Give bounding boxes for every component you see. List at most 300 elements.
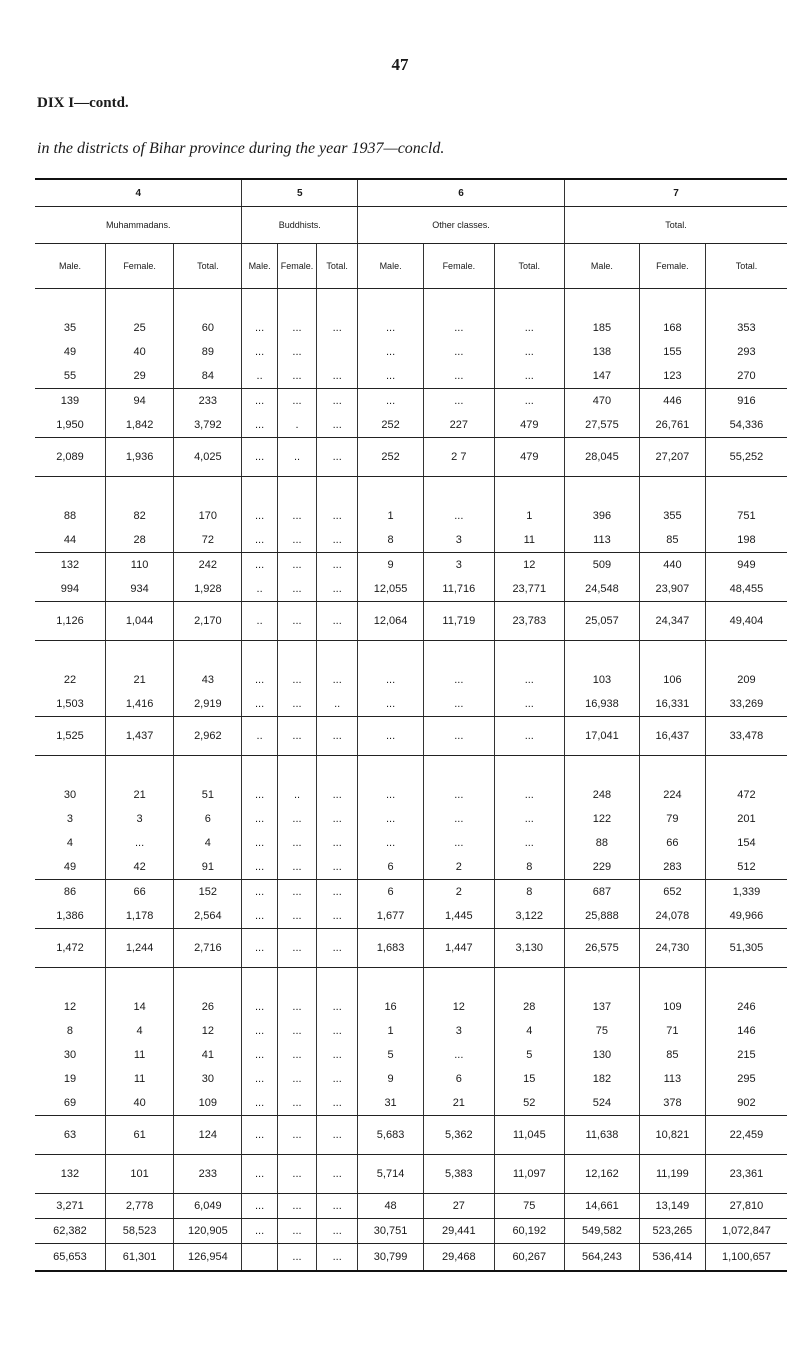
table-cell: 16,331 [639, 692, 705, 717]
spacer-cell [705, 477, 787, 505]
spacer-cell [277, 477, 317, 505]
table-cell: 1,472 [35, 929, 105, 968]
table-cell: 1,339 [705, 880, 787, 905]
table-cell: 52 [494, 1091, 564, 1116]
table-cell: ... [277, 929, 317, 968]
table-cell: 60 [174, 316, 242, 340]
spacer-cell [174, 756, 242, 784]
table-cell: ... [277, 855, 317, 880]
table-cell: 10,821 [639, 1116, 705, 1155]
table-cell: 934 [105, 577, 173, 602]
table-cell: ... [317, 831, 358, 855]
spacer-cell [174, 641, 242, 669]
table-cell: ... [242, 389, 277, 414]
spacer-cell [639, 756, 705, 784]
table-cell: 30,751 [358, 1219, 424, 1244]
table-cell: ... [105, 831, 173, 855]
spacer-cell [277, 756, 317, 784]
table-cell: 902 [705, 1091, 787, 1116]
table-cell: 91 [174, 855, 242, 880]
table-cell: ... [424, 340, 494, 364]
table-cell: 11 [105, 1043, 173, 1067]
group-header-muhammadans: Muhammadans. [35, 207, 242, 244]
table-cell: 1,178 [105, 904, 173, 929]
table-cell: 242 [174, 553, 242, 578]
table-cell: 109 [639, 995, 705, 1019]
table-cell: 147 [565, 364, 640, 389]
table-cell: 229 [565, 855, 640, 880]
table-cell: ... [242, 1067, 277, 1091]
spacer-row [35, 968, 787, 996]
table-cell: ... [317, 602, 358, 641]
table-cell: 1,503 [35, 692, 105, 717]
spacer-cell [358, 641, 424, 669]
table-cell: 248 [565, 783, 640, 807]
table-cell: 24,548 [565, 577, 640, 602]
spacer-cell [242, 968, 277, 996]
table-cell: 21 [424, 1091, 494, 1116]
table-cell: ... [277, 577, 317, 602]
spacer-cell [35, 289, 105, 317]
table-cell: 652 [639, 880, 705, 905]
table-cell: 252 [358, 413, 424, 438]
table-cell: ... [494, 807, 564, 831]
table-cell: 61,301 [105, 1244, 173, 1272]
table-row [35, 1091, 787, 1116]
table-cell: 2,962 [174, 717, 242, 756]
spacer-cell [424, 289, 494, 317]
table-cell: 185 [565, 316, 640, 340]
table-cell: 509 [565, 553, 640, 578]
table-cell: 4 [105, 1019, 173, 1043]
table-row [35, 316, 787, 340]
table-cell: 11 [494, 528, 564, 553]
table-cell: 2 7 [424, 438, 494, 477]
table-row [35, 340, 787, 364]
table-cell: 94 [105, 389, 173, 414]
table-cell: ... [317, 855, 358, 880]
table-cell: 227 [424, 413, 494, 438]
table-cell: 1,445 [424, 904, 494, 929]
table-cell: 3,130 [494, 929, 564, 968]
table-cell: 82 [105, 504, 173, 528]
table-cell: 470 [565, 389, 640, 414]
table-cell: ... [424, 692, 494, 717]
table-row [35, 389, 787, 414]
table-cell: 23,783 [494, 602, 564, 641]
table-cell: 12,055 [358, 577, 424, 602]
table-cell: ... [358, 831, 424, 855]
table-cell: .. [242, 602, 277, 641]
table-cell: 30 [63, 1049, 77, 1061]
table-cell: 69 [35, 1091, 105, 1116]
table-cell: 8 [66, 1025, 74, 1037]
table-cell: 2,170 [174, 602, 242, 641]
table-cell: 1,100,657 [705, 1244, 787, 1272]
subheader: Female. [639, 244, 705, 289]
table-cell: 2,919 [174, 692, 242, 717]
table-cell: 12 [174, 1019, 242, 1043]
table-cell: ... [277, 389, 317, 414]
table-cell: ... [317, 1091, 358, 1116]
spacer-cell [317, 477, 358, 505]
spacer-cell [494, 289, 564, 317]
table-cell: 11,045 [494, 1116, 564, 1155]
table-row [35, 807, 787, 831]
table-cell: 25,057 [565, 602, 640, 641]
table-cell: ... [242, 438, 277, 477]
table-cell: 79 [639, 807, 705, 831]
table-cell: ... [277, 692, 317, 717]
table-cell: 1,072,847 [705, 1219, 787, 1244]
table-cell: 16,437 [639, 717, 705, 756]
spacer-cell [242, 477, 277, 505]
table-row [35, 504, 787, 528]
table-cell: ... [317, 389, 358, 414]
table-cell: 3 [66, 813, 74, 825]
table-cell: 3 [424, 528, 494, 553]
spacer-cell [424, 968, 494, 996]
table-cell: 49,404 [705, 602, 787, 641]
table-cell: 1,677 [358, 904, 424, 929]
table-cell: ... [277, 668, 317, 692]
spacer-cell [35, 968, 105, 996]
spacer-cell [358, 968, 424, 996]
table-cell: 4 [494, 1019, 564, 1043]
table-cell: 65,653 [53, 1251, 87, 1263]
table-cell: ... [277, 880, 317, 905]
table-cell: ... [424, 807, 494, 831]
spacer-cell [242, 756, 277, 784]
table-cell: ... [358, 692, 424, 717]
spacer-cell [358, 756, 424, 784]
table-cell: ... [317, 807, 358, 831]
table-row [35, 880, 787, 905]
table-row [35, 577, 787, 602]
table-cell: 1 [494, 504, 564, 528]
table-cell: 1,386 [35, 904, 105, 929]
table-cell: 88 [565, 831, 640, 855]
table-cell: 85 [639, 1043, 705, 1067]
spacer-cell [277, 289, 317, 317]
subheader: Male. [242, 244, 277, 289]
table-cell: 1,936 [105, 438, 173, 477]
table-cell: ... [277, 1194, 317, 1219]
column-number: 7 [565, 179, 788, 207]
table-cell: ... [317, 1019, 358, 1043]
table-cell: 48,455 [705, 577, 787, 602]
spacer-cell [358, 289, 424, 317]
table-cell: ... [242, 880, 277, 905]
spacer-row [35, 756, 787, 784]
table-cell: 28 [494, 995, 564, 1019]
table-cell: 233 [174, 389, 242, 414]
table-cell: 1,437 [105, 717, 173, 756]
table-cell: ... [277, 831, 317, 855]
table-row [35, 1019, 787, 1043]
table-cell: 58,523 [105, 1219, 173, 1244]
table-cell: 233 [174, 1155, 242, 1194]
spacer-cell [705, 289, 787, 317]
table-cell: 62,382 [35, 1219, 105, 1244]
table-cell: 126,954 [174, 1244, 242, 1272]
table-cell: 3 [424, 1019, 494, 1043]
table-cell: .. [242, 717, 277, 756]
table-cell: 378 [639, 1091, 705, 1116]
spacer-cell [705, 968, 787, 996]
table-cell: 35 [63, 322, 77, 334]
spacer-cell [35, 641, 105, 669]
table-cell: 916 [705, 389, 787, 414]
table-cell: ... [317, 1155, 358, 1194]
column-number-row [35, 179, 787, 207]
spacer-cell [358, 477, 424, 505]
table-cell: ... [277, 504, 317, 528]
table-cell: ... [358, 340, 424, 364]
table-cell: 1,126 [35, 602, 105, 641]
table-cell: ... [424, 1043, 494, 1067]
spacer-cell [242, 641, 277, 669]
table-cell: ... [424, 389, 494, 414]
table-cell: 60,267 [494, 1244, 564, 1272]
table-cell: 54,336 [705, 413, 787, 438]
table-cell: 23,907 [639, 577, 705, 602]
table-cell: 12,162 [565, 1155, 640, 1194]
table-cell: 146 [705, 1019, 787, 1043]
table-cell: ... [317, 668, 358, 692]
table-cell: 201 [705, 807, 787, 831]
table-row [35, 929, 787, 968]
table-cell: ... [358, 783, 424, 807]
table-cell: 549,582 [565, 1219, 640, 1244]
table-cell: 29,468 [424, 1244, 494, 1272]
table-cell: 4 [66, 837, 74, 849]
table-cell [317, 340, 358, 364]
table-row [35, 413, 787, 438]
table-cell: 168 [639, 316, 705, 340]
table-cell: ... [242, 504, 277, 528]
column-number: 4 [35, 179, 242, 207]
table-cell: 293 [705, 340, 787, 364]
table-row [35, 528, 787, 553]
table-cell: 27,810 [705, 1194, 787, 1219]
table-cell: 2,716 [174, 929, 242, 968]
table-cell: ... [242, 1219, 277, 1244]
subheader: Total. [174, 244, 242, 289]
table-cell: .. [242, 577, 277, 602]
table-cell: ... [242, 340, 277, 364]
table-cell: 246 [705, 995, 787, 1019]
table-row [35, 1155, 787, 1194]
table-cell: 11 [105, 1067, 173, 1091]
table-cell: 994 [35, 577, 105, 602]
table-cell: 479 [494, 438, 564, 477]
table-cell: ... [424, 717, 494, 756]
table-cell: 49,966 [705, 904, 787, 929]
table-row [35, 783, 787, 807]
table-cell: .. [277, 438, 317, 477]
table-cell: 88 [63, 510, 77, 522]
table-cell: 28,045 [565, 438, 640, 477]
table-cell: 564,243 [565, 1244, 640, 1272]
table-cell: 536,414 [639, 1244, 705, 1272]
table-row [35, 717, 787, 756]
table-cell: ... [242, 528, 277, 553]
table-cell: 21 [105, 668, 173, 692]
table-cell: 11,719 [424, 602, 494, 641]
table-cell: 30,799 [358, 1244, 424, 1272]
table-cell: 61 [105, 1116, 173, 1155]
table-cell: 26,761 [639, 413, 705, 438]
spacer-cell [494, 641, 564, 669]
table-cell: 49 [63, 346, 77, 358]
table-row [35, 364, 787, 389]
table-cell: 12 [63, 1001, 77, 1013]
appendix-heading: DIX I—contd. [37, 95, 129, 111]
table-cell: 110 [105, 553, 173, 578]
table-cell: 130 [565, 1043, 640, 1067]
subheader: Total. [494, 244, 564, 289]
table-cell: 60,192 [494, 1219, 564, 1244]
table-cell: 1,447 [424, 929, 494, 968]
table-cell: 283 [639, 855, 705, 880]
table-cell: 3 [105, 807, 173, 831]
table-cell: 270 [705, 364, 787, 389]
table-cell: ... [494, 389, 564, 414]
table-cell: 137 [565, 995, 640, 1019]
table-cell: 182 [565, 1067, 640, 1091]
table-cell: 138 [565, 340, 640, 364]
subheader: Male. [358, 244, 424, 289]
table-cell: 12 [494, 553, 564, 578]
table-cell: ... [277, 364, 317, 389]
table-cell: ... [317, 413, 358, 438]
table-cell: ... [317, 504, 358, 528]
table-cell: ... [424, 668, 494, 692]
table-cell: ... [277, 1244, 317, 1272]
spacer-cell [242, 289, 277, 317]
table-cell: ... [317, 1219, 358, 1244]
table-cell: 3,271 [35, 1194, 105, 1219]
spacer-cell [105, 289, 173, 317]
table-cell: 6 [358, 880, 424, 905]
table-cell: ... [317, 880, 358, 905]
group-header-total: Total. [565, 207, 788, 244]
table-row [35, 438, 787, 477]
spacer-cell [705, 756, 787, 784]
table-cell: ... [277, 995, 317, 1019]
table-cell: 224 [639, 783, 705, 807]
table-cell: 40 [105, 340, 173, 364]
table-cell: 30 [63, 789, 77, 801]
table-cell: 124 [174, 1116, 242, 1155]
table-cell: 22,459 [705, 1116, 787, 1155]
table-cell: 15 [494, 1067, 564, 1091]
table-row [35, 1244, 787, 1272]
table-cell: 152 [174, 880, 242, 905]
table-cell: ... [358, 807, 424, 831]
table-cell: ... [242, 995, 277, 1019]
table-cell: 2,564 [174, 904, 242, 929]
table-cell: ... [277, 553, 317, 578]
spacer-cell [565, 968, 640, 996]
subheader: Female. [105, 244, 173, 289]
table-cell: 4 [174, 831, 242, 855]
table-cell: ... [277, 717, 317, 756]
table-cell: 86 [63, 886, 77, 898]
table-row [35, 855, 787, 880]
table-cell: 5,714 [358, 1155, 424, 1194]
table-cell: 123 [639, 364, 705, 389]
table-cell: 215 [705, 1043, 787, 1067]
table-cell: 170 [174, 504, 242, 528]
table-cell: ... [242, 692, 277, 717]
table-cell: 30 [174, 1067, 242, 1091]
table-cell: 66 [105, 880, 173, 905]
table-cell: 949 [705, 553, 787, 578]
table-cell: 11,638 [565, 1116, 640, 1155]
table-cell: 101 [105, 1155, 173, 1194]
spacer-cell [317, 968, 358, 996]
table-cell: 11,097 [494, 1155, 564, 1194]
table-cell: ... [277, 602, 317, 641]
table-cell: 396 [565, 504, 640, 528]
page-number: 47 [391, 55, 409, 74]
spacer-cell [494, 756, 564, 784]
table-cell: ... [317, 717, 358, 756]
table-row [35, 553, 787, 578]
table-cell: 1 [358, 1019, 424, 1043]
spacer-cell [639, 968, 705, 996]
table-cell: 1,044 [105, 602, 173, 641]
table-cell: ... [277, 807, 317, 831]
table-cell: ... [317, 1194, 358, 1219]
table-cell: 132 [35, 1155, 105, 1194]
table-cell: 55,252 [705, 438, 787, 477]
table-row [35, 1067, 787, 1091]
table-cell: 23,771 [494, 577, 564, 602]
spacer-cell [317, 641, 358, 669]
table-cell: 55 [35, 364, 105, 389]
table-cell: 44 [35, 528, 105, 553]
table-cell: 295 [705, 1067, 787, 1091]
table-cell: 6 [358, 855, 424, 880]
table-cell: 17,041 [565, 717, 640, 756]
table-cell: 1 [358, 504, 424, 528]
table-cell: 103 [565, 668, 640, 692]
table-cell: 21 [105, 783, 173, 807]
table-cell: 9 [358, 553, 424, 578]
group-header-other-classes: Other classes. [358, 207, 565, 244]
table-cell: .. [277, 783, 317, 807]
table-cell: 25 [105, 316, 173, 340]
table-cell: 6 [174, 807, 242, 831]
table-cell: 40 [105, 1091, 173, 1116]
table-body [35, 289, 787, 1272]
subheader: Male. [565, 244, 640, 289]
table-cell: ... [317, 577, 358, 602]
table-cell: ... [242, 553, 277, 578]
group-header-row [35, 207, 787, 244]
table-cell: 132 [60, 559, 80, 571]
table-cell: ... [277, 1155, 317, 1194]
spacer-cell [105, 756, 173, 784]
table-row [35, 692, 787, 717]
subheader: Total. [317, 244, 358, 289]
table-cell: ... [317, 528, 358, 553]
table-cell: 687 [565, 880, 640, 905]
table-cell: 24,078 [639, 904, 705, 929]
